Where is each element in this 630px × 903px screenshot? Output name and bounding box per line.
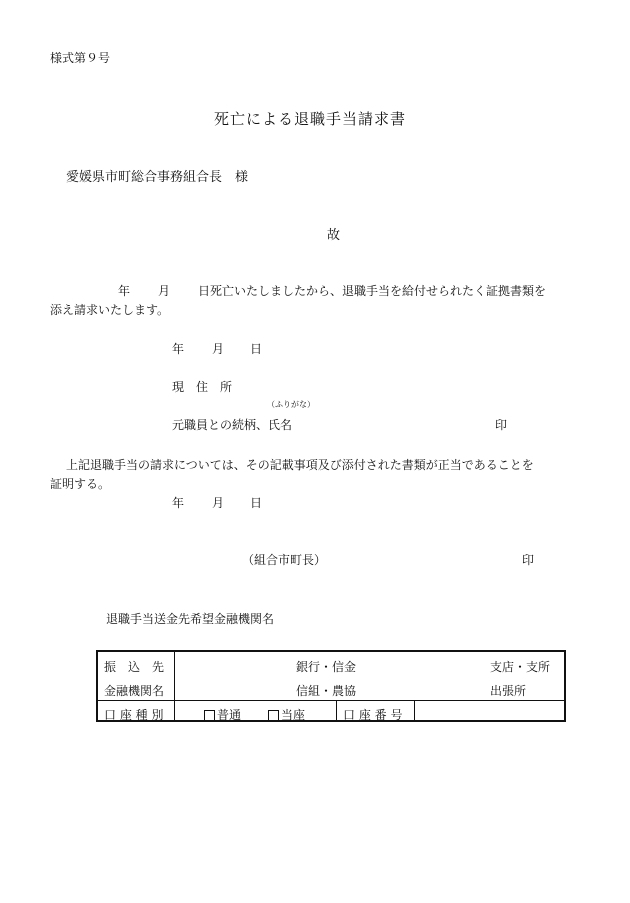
ordinary-option[interactable] — [204, 706, 241, 723]
institution-label: 金融機関名 — [104, 684, 165, 698]
ordinary-checkbox-icon[interactable] — [204, 710, 215, 721]
date2-month: 月 — [212, 496, 225, 510]
address-label: 現 住 所 — [172, 380, 233, 394]
certification-line1: 上記退職手当の請求については、その記載事項及び添付された書類が正当であることを — [66, 458, 534, 472]
branch-row2: 出張所 — [490, 684, 527, 698]
furigana-label: （ふりがな） — [267, 400, 315, 409]
bank-types-row1: 銀行・信金 — [296, 660, 357, 674]
certification-line2: 証明する。 — [50, 477, 111, 491]
request-text-line2: 添え請求いたします。 — [50, 303, 170, 317]
date1-day: 日 — [250, 342, 263, 356]
request-year-label: 年 — [118, 284, 131, 298]
relation-name-label: 元職員との続柄、氏名 — [172, 418, 293, 432]
ordinary-label: 普通 — [217, 708, 242, 722]
current-option[interactable] — [268, 706, 305, 723]
account-number-label: 口 座 番 号 — [343, 708, 403, 722]
applicant-seal: 印 — [495, 418, 508, 432]
date2-day: 日 — [250, 496, 263, 510]
table-column-divider — [174, 652, 175, 720]
current-label: 当座 — [281, 708, 306, 722]
bank-heading: 退職手当送金先希望金融機関名 — [106, 612, 275, 626]
date1-year: 年 — [172, 342, 185, 356]
account-number-field[interactable] — [420, 706, 560, 720]
addressee: 愛媛県市町総合事務組合長 様 — [66, 170, 249, 185]
mayor-seal: 印 — [522, 553, 535, 567]
document-title: 死亡による退職手当請求書 — [214, 110, 407, 128]
branch-row1: 支店・支所 — [490, 660, 551, 674]
mayor-label: （組合市町長） — [242, 553, 327, 567]
table-row-divider — [98, 700, 564, 701]
table-column-divider — [414, 700, 415, 720]
account-type-label: 口 座 種 別 — [104, 708, 164, 722]
current-checkbox-icon[interactable] — [268, 710, 279, 721]
form-number: 様式第９号 — [50, 51, 111, 65]
table-column-divider — [336, 700, 337, 720]
bank-types-row2: 信組・農協 — [296, 684, 357, 698]
request-text-line1: 日死亡いたしましたから、退職手当を給付せられたく証拠書類を — [198, 284, 547, 298]
deceased-prefix: 故 — [327, 228, 341, 243]
transfer-label: 振 込 先 — [104, 660, 165, 674]
date1-month: 月 — [212, 342, 225, 356]
date2-year: 年 — [172, 496, 185, 510]
request-month-label: 月 — [158, 284, 171, 298]
bank-table — [96, 650, 566, 722]
